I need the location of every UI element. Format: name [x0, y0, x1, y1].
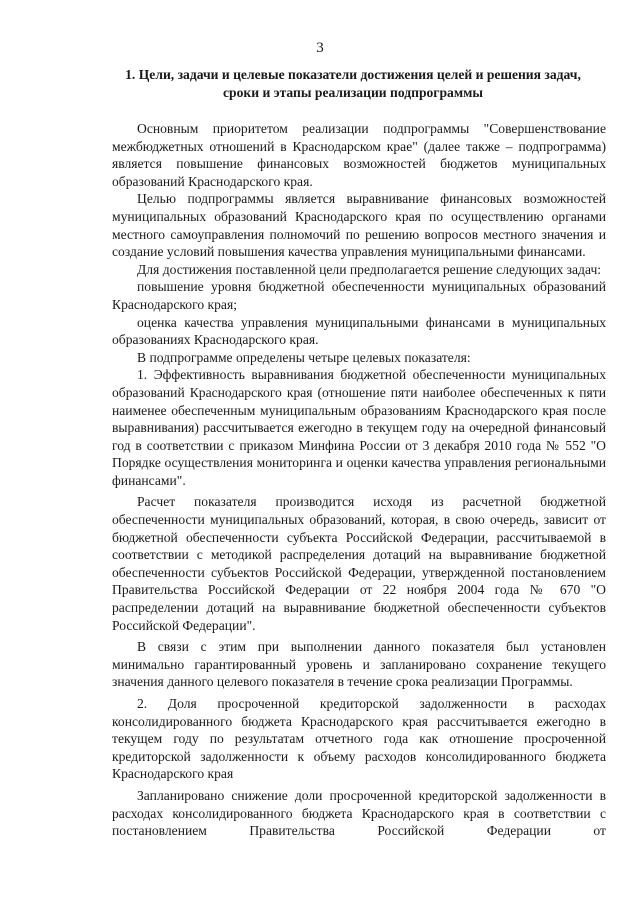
- paragraph: Основным приоритетом реализации подпрограммы "Совершенствование межбюджетных отношений в Краснодарском крае" (далее также – подпрограмма) является повышение финансовых возможностей бюджетов муниципальных образований Краснодарского края.: [112, 121, 606, 189]
- paragraph: Запланировано снижение доли просроченной кредиторской задолженности в расходах консолидированного бюджета Краснодарского края в соответствии с постановлением Правительства Российской Федерации от: [112, 787, 606, 839]
- paragraph: В связи с этим при выполнении данного показателя был установлен минимально гарантированный уровень и запланировано сохранение текущего значения данного целевого показателя в течение срока реализации Программы.: [112, 639, 606, 690]
- paragraph: Целью подпрограммы является выравнивание финансовых возможностей муниципальных образований Краснодарского края по осуществлению органами местного самоуправления полномочий по решению вопросов местного значения и создание условий повышения качества управления муниципальными финансами.: [112, 191, 606, 260]
- document-body: [112, 120, 606, 840]
- paragraph: 1. Эффективность выравнивания бюджетной обеспеченности муниципальных образований Краснодарского края (отношение пяти наиболее обеспеченных к пяти наименее обеспеченным муниципальным образованиям Краснодарского края после выравнивания) рассчитывается ежегодно в текущем году на очередной финансовый год в соответствии с приказом Минфина России от 3 декабря 2010 года № 552 "О Порядке осуществления мониторинга и оценки качества управления региональными финансами".: [112, 367, 606, 488]
- paragraph: В подпрограмме определены четыре целевых показателя:: [137, 349, 471, 365]
- paragraph: 2. Доля просроченной кредиторской задолженности в расходах консолидированного бюджета Краснодарского края рассчитывается ежегодно в текущем году по результатам отчетного года как отношение просроченной кредиторской задолженности к объему расходов консолидированного бюджета Краснодарского края: [112, 696, 606, 782]
- paragraph: Расчет показателя производится исходя из расчетной бюджетной обеспеченности муниципальных образований, которая, в свою очередь, зависит от бюджетной обеспеченности субъекта Российской Федерации, рассчитываемой в соответствии с методикой распределения дотаций на выравнивание бюджетной обеспеченности субъектов Российской Федерации, утвержденной постановлением Правительства Российской Федерации от 22 ноября 2004 года № 670 "О распределении дотаций на выравнивание бюджетной обеспеченности субъектов Российской Федерации".: [112, 494, 606, 633]
- paragraph: повышение уровня бюджетной обеспеченности муниципальных образований Краснодарского края;: [112, 279, 606, 312]
- section-title: 1. Цели, задачи и целевые показатели достижения целей и решения задач, сроки и этапы реализации подпрограммы: [125, 67, 581, 100]
- paragraph: оценка качества управления муниципальными финансами в муниципальных образованиях Краснодарского края.: [112, 314, 606, 348]
- page-number: 3: [316, 40, 324, 56]
- paragraph: Для достижения поставленной цели предполагается решение следующих задач:: [137, 261, 602, 277]
